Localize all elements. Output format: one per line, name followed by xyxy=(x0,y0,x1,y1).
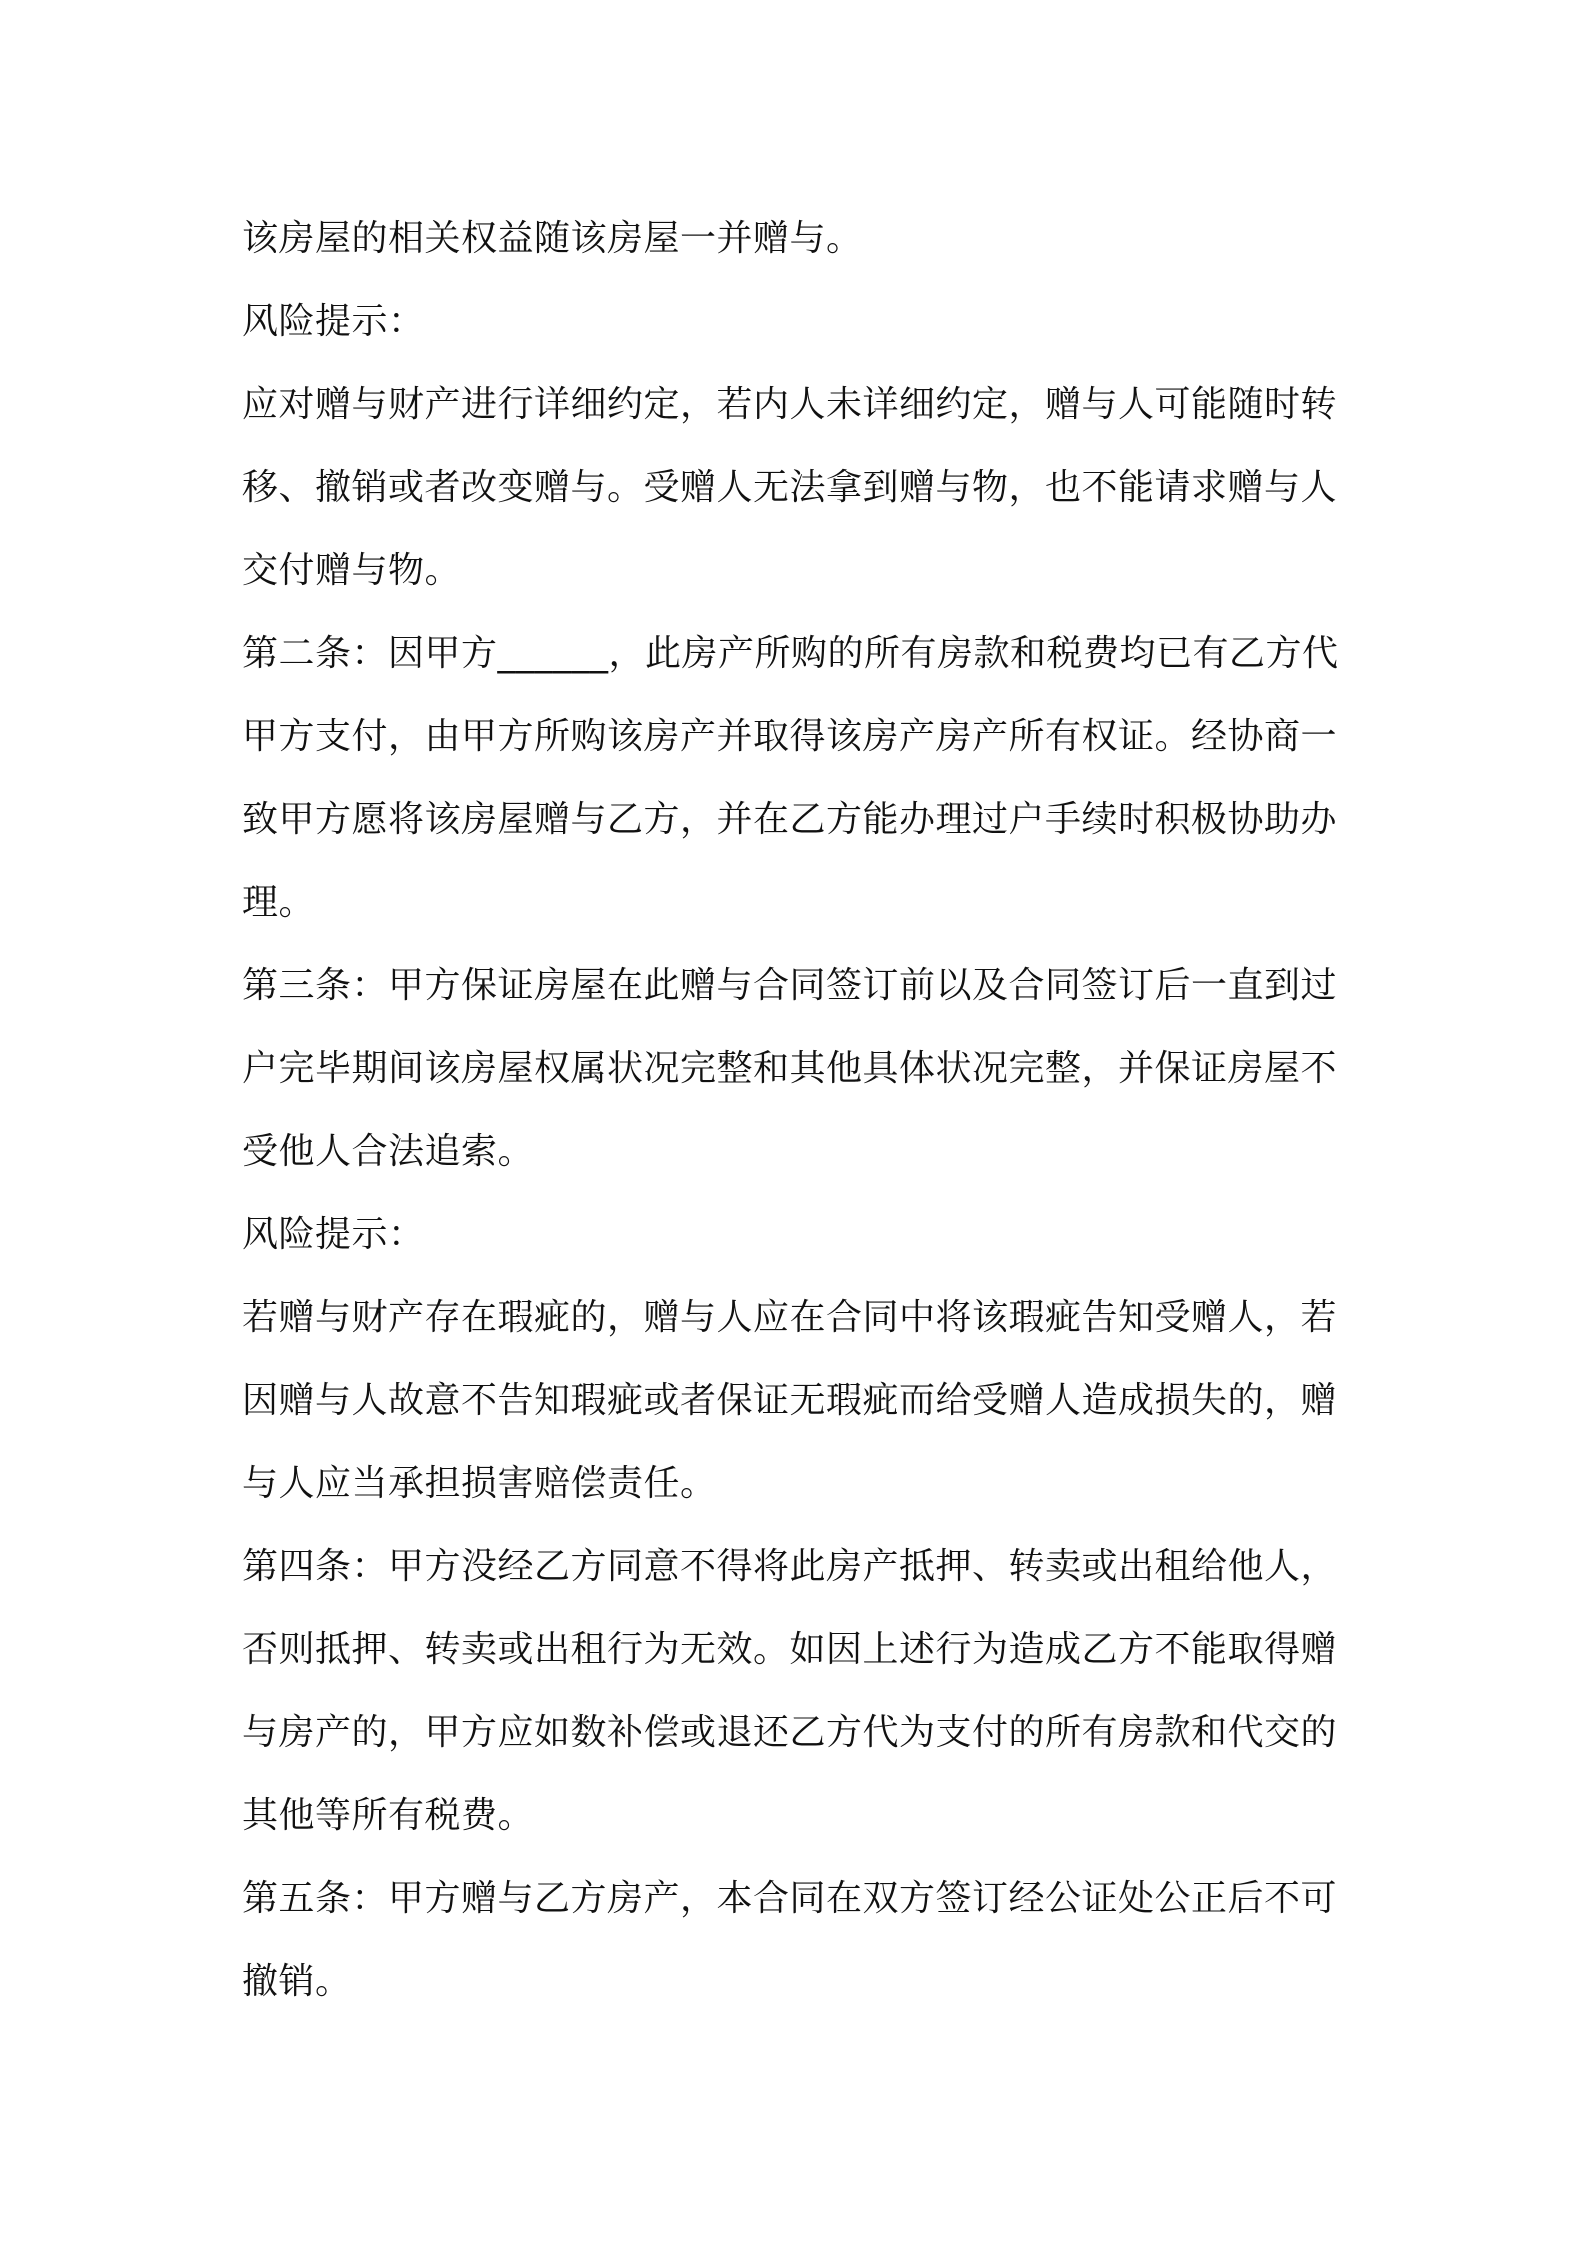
text-line: 若赠与财产存在瑕疵的，赠与人应在合同中将该瑕疵告知受赠人，若 xyxy=(242,1297,1338,1338)
section-heading: 风险提示： xyxy=(242,1214,425,1255)
clause-line: 第四条：甲方没经乙方同意不得将此房产抵押、转卖或出租给他人， xyxy=(242,1546,1338,1587)
text-line: 其他等所有税费。 xyxy=(242,1795,535,1836)
text-line: 移、撤销或者改变赠与。受赠人无法拿到赠与物，也不能请求赠与人 xyxy=(242,467,1338,508)
text-line: 受他人合法追索。 xyxy=(242,1131,535,1172)
text-line: 致甲方愿将该房屋赠与乙方，并在乙方能办理过户手续时积极协助办 xyxy=(242,799,1338,840)
document-body xyxy=(242,197,1352,2023)
text-line: 该房屋的相关权益随该房屋一并赠与。 xyxy=(242,218,863,259)
clause-line: 第三条：甲方保证房屋在此赠与合同签订前以及合同签订后一直到过 xyxy=(242,965,1338,1006)
text-line: 与房产的，甲方应如数补偿或退还乙方代为支付的所有房款和代交的 xyxy=(242,1712,1338,1753)
text-line: 应对赠与财产进行详细约定，若内人未详细约定，赠与人可能随时转 xyxy=(242,384,1338,425)
clause-line: 第五条：甲方赠与乙方房产，本合同在双方签订经公证处公正后不可 xyxy=(242,1878,1338,1919)
text-line: 交付赠与物。 xyxy=(242,550,462,591)
text-line: 撤销。 xyxy=(242,1961,352,2002)
text-line: 与人应当承担损害赔偿责任。 xyxy=(242,1463,717,1504)
clause-line: 第二条：因甲方______，此房产所购的所有房款和税费均已有乙方代 xyxy=(242,633,1339,674)
text-line: 甲方支付，由甲方所购该房产并取得该房产房产所有权证。经协商一 xyxy=(242,716,1338,757)
section-heading: 风险提示： xyxy=(242,301,425,342)
text-line: 因赠与人故意不告知瑕疵或者保证无瑕疵而给受赠人造成损失的，赠 xyxy=(242,1380,1338,1421)
text-line: 否则抵押、转卖或出租行为无效。如因上述行为造成乙方不能取得赠 xyxy=(242,1629,1338,1670)
text-line: 户完毕期间该房屋权属状况完整和其他具体状况完整，并保证房屋不 xyxy=(242,1048,1338,1089)
text-line: 理。 xyxy=(242,882,316,923)
